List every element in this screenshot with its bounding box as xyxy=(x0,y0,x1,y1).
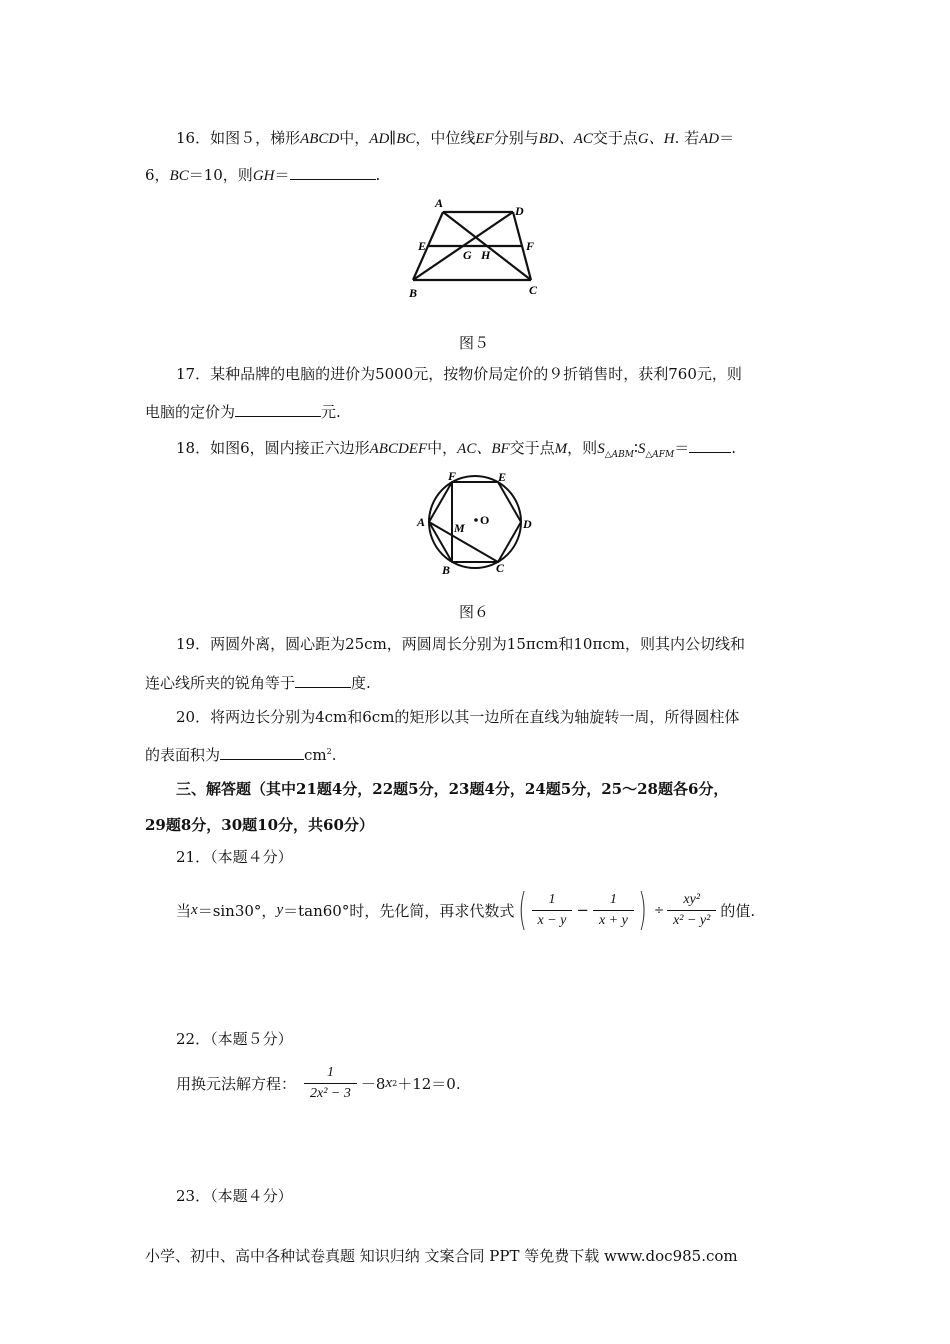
q17-line1: 17．某种品牌的电脑的进价为5000元，按物价局定价的９折销售时，获利760元，则 xyxy=(176,365,742,383)
q18-line: 18．如图6，圆内接正六边形ABCDEF中，AC、BF交于点M，则$S_{\triangle ABM}∶S_{\triangle AFM}=$ . xyxy=(176,439,737,460)
figure-5-trapezoid xyxy=(395,196,555,300)
q19-line1: 19．两圆外离，圆心距为25cm，两圆周长分别为15πcm和10πcm，则其内公切线和 xyxy=(176,635,745,653)
label-D: D xyxy=(523,517,532,531)
answer-blank xyxy=(290,164,376,180)
answer-blank xyxy=(220,744,304,760)
label-A: A xyxy=(435,196,444,210)
label-G: G xyxy=(463,248,472,262)
q21-title: 21．（本题４分） xyxy=(176,848,293,866)
answer-blank xyxy=(689,437,731,453)
left-paren: ( xyxy=(518,884,528,935)
label-D: D xyxy=(515,204,524,218)
label-B: B xyxy=(409,286,418,300)
label-C: C xyxy=(496,561,505,575)
q22-equation: 用换元法解方程： $\frac{1}{\text{2x² − 3}}$ －8 x 2 ＋12＝0. xyxy=(176,1064,461,1101)
label-F: F xyxy=(448,469,457,483)
fraction: $\frac{1}{\text{2x² − 3}}$ xyxy=(304,1065,357,1102)
answer-blank xyxy=(235,401,321,417)
label-H: H xyxy=(481,248,491,262)
page-footer: 小学、初中、高中各种试卷真题 知识归纳 文案合同 PPT 等免费下载 www.doc985.com xyxy=(145,1247,738,1265)
section-3-heading-line1: 三、解答题（其中21题4分，22题5分，23题4分，24题5分，25～28题各6分， xyxy=(176,780,729,798)
label-O: O xyxy=(480,513,490,527)
q16-line2: 6，BC＝10，则GH＝ . xyxy=(145,166,381,184)
q16-line1: 16．如图５，梯形ABCD中，AD∥BC，中位线EF分别与BD、AC交于点G、H. 若AD＝ xyxy=(176,129,735,147)
label-B: B xyxy=(442,563,451,577)
figure-6-hexagon xyxy=(410,466,540,578)
q22-title: 22．（本题５分） xyxy=(176,1030,293,1048)
fraction-3: $\frac{\text{xy²}}{\text{x² − y²}}$ xyxy=(667,892,716,929)
q19-line2: 连心线所夹的锐角等于 度. xyxy=(145,674,371,692)
fraction-2: $\frac{1}{x + y}$ xyxy=(593,892,634,929)
q21-expression: 当 x ＝sin30°， y ＝tan60°时，先化简，再求代数式 ( $\frac{1}{x - y}$ − $\frac{1}{x + y}$ ) ÷ $\frac{\text{xy²}}{\text{x² − y²}}$ 的值. xyxy=(176,884,756,935)
q17-line2: 电脑的定价为 元. xyxy=(145,403,341,421)
label-M: M xyxy=(454,521,465,535)
label-F: F xyxy=(526,239,535,253)
answer-blank xyxy=(295,672,351,688)
label-A: A xyxy=(417,515,426,529)
label-C: C xyxy=(529,283,538,297)
figure-5-caption: 图５ xyxy=(459,334,490,352)
q20-line1: 20．将两边长分别为4cm和6cm的矩形以其一边所在直线为轴旋转一周，所得圆柱体 xyxy=(176,708,740,726)
label-E: E xyxy=(418,239,427,253)
q23-title: 23．（本题４分） xyxy=(176,1187,293,1205)
right-paren: ) xyxy=(638,884,647,935)
fraction-1: $\frac{1}{x - y}$ xyxy=(532,892,573,929)
section-3-heading-line2: 29题8分，30题10分，共60分） xyxy=(145,816,374,834)
label-E: E xyxy=(498,470,507,484)
q20-line2: 的表面积为 $cm^2$. xyxy=(145,746,337,764)
figure-6-caption: 图６ xyxy=(459,603,490,621)
